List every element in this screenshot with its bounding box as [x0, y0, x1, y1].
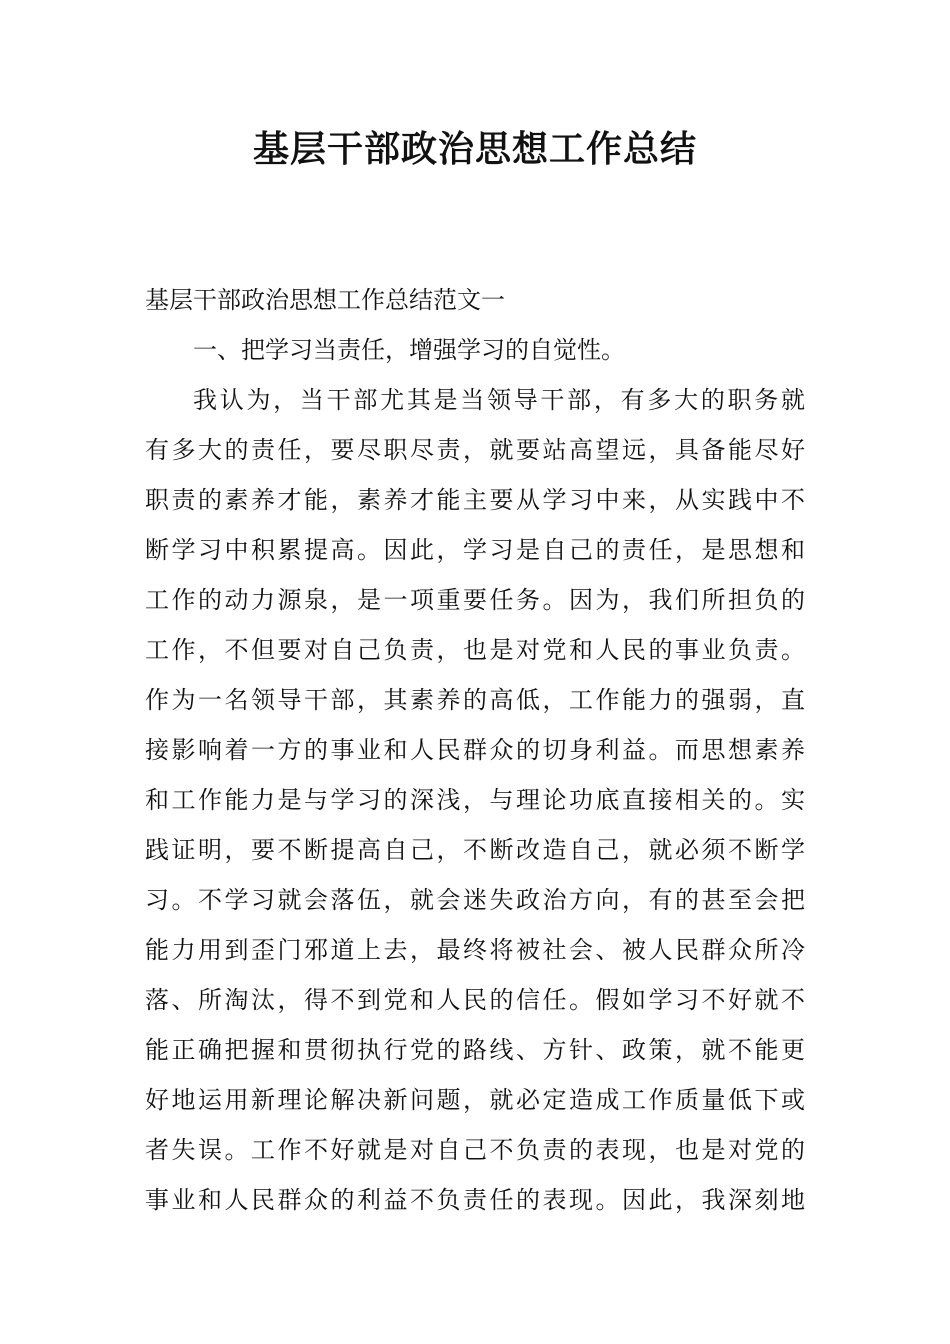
- paragraph-line: 我认为，当干部尤其是当领导干部，有多大的职务就: [193, 386, 805, 414]
- document-subtitle: 基层干部政治思想工作总结范文一: [145, 286, 505, 314]
- paragraph-line: 落、所淘汰，得不到党和人民的信任。假如学习不好就不: [145, 986, 805, 1014]
- paragraph-line: 和工作能力是与学习的深浅，与理论功底直接相关的。实: [145, 786, 805, 814]
- paragraph-line: 有多大的责任，要尽职尽责，就要站高望远，具备能尽好: [145, 436, 805, 464]
- paragraph-line: 断学习中积累提高。因此，学习是自己的责任，是思想和: [145, 536, 805, 564]
- paragraph-line: 习。不学习就会落伍，就会迷失政治方向，有的甚至会把: [145, 886, 805, 914]
- paragraph-line: 工作的动力源泉，是一项重要任务。因为，我们所担负的: [145, 586, 805, 614]
- paragraph-line: 者失误。工作不好就是对自己不负责的表现，也是对党的: [145, 1136, 805, 1164]
- body-paragraph: [145, 380, 805, 1230]
- paragraph-line: 事业和人民群众的利益不负责任的表现。因此，我深刻地: [145, 1186, 805, 1214]
- section-heading: 一、把学习当责任，增强学习的自觉性。: [193, 336, 625, 364]
- paragraph-line: 工作，不但要对自己负责，也是对党和人民的事业负责。: [145, 636, 805, 664]
- paragraph-line: 职责的素养才能，素养才能主要从学习中来，从实践中不: [145, 486, 805, 514]
- paragraph-line: 好地运用新理论解决新问题，就必定造成工作质量低下或: [145, 1086, 805, 1114]
- paragraph-line: 能正确把握和贯彻执行党的路线、方针、政策，就不能更: [145, 1036, 805, 1064]
- paragraph-line: 作为一名领导干部，其素养的高低，工作能力的强弱，直: [145, 686, 805, 714]
- paragraph-line: 接影响着一方的事业和人民群众的切身利益。而思想素养: [145, 736, 805, 764]
- paragraph-line: 能力用到歪门邪道上去，最终将被社会、被人民群众所冷: [145, 936, 805, 964]
- document-title: 基层干部政治思想工作总结: [252, 129, 697, 170]
- paragraph-line: 践证明，要不断提高自己，不断改造自己，就必须不断学: [145, 836, 805, 864]
